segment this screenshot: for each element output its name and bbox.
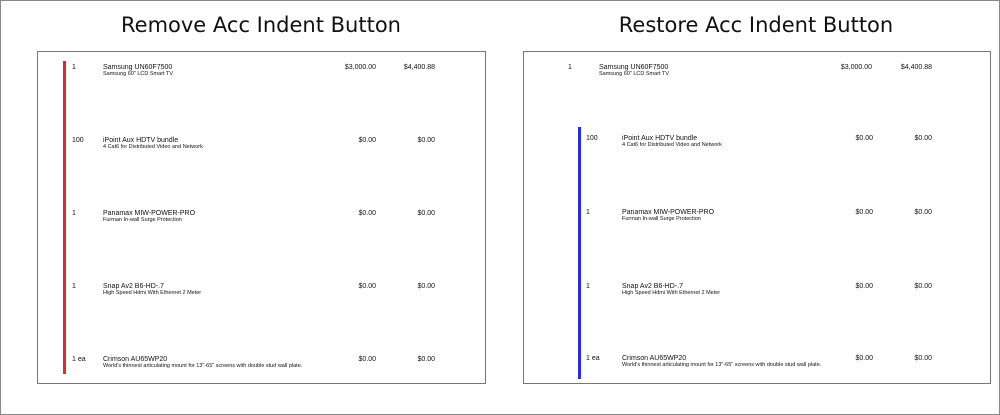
total-price: $0.00: [914, 135, 932, 142]
quantity: 1: [586, 283, 590, 290]
item-description: Furman In-wall Surge Protection: [103, 217, 182, 223]
item-description: Samsung 60" LCD Smart TV: [103, 71, 174, 77]
item-name: Crimson AU65WP20: [103, 356, 168, 363]
item-description: World's thinnest articulating mount for 13"-65" screens with double stud wall plate.: [103, 363, 303, 369]
item-name-block: [622, 135, 837, 149]
item-description: 4 Cat6 for Distributed Video and Network: [622, 142, 722, 148]
total-price: $4,400.88: [403, 64, 435, 71]
total-price: $0.00: [914, 209, 932, 216]
total-price: $0.00: [417, 283, 435, 290]
quantity: 1 ea: [586, 355, 600, 362]
left-document-panel: [37, 51, 486, 384]
item-description: Furman In-wall Surge Protection: [622, 216, 701, 222]
item-name: Samsung UN60F7500: [103, 64, 173, 71]
item-description: Samsung 60" LCD Smart TV: [599, 71, 670, 77]
unit-price: $3,000.00: [840, 64, 872, 71]
item-name-block: [103, 64, 318, 78]
item-name: Panamax MIW-POWER-PRO: [103, 210, 196, 217]
quantity: 1 ea: [72, 356, 86, 363]
left-title: Remove Acc Indent Button: [121, 13, 401, 37]
quantity: 1: [72, 64, 76, 71]
unit-price: $0.00: [855, 355, 873, 362]
quantity: 100: [586, 135, 598, 142]
unit-price: $0.00: [855, 283, 873, 290]
total-price: $0.00: [914, 283, 932, 290]
item-name: Crimson AU65WP20: [622, 355, 687, 362]
item-description: High Speed Hdmi With Ethernet 2 Meter: [103, 290, 202, 296]
item-name-block: [622, 355, 837, 369]
accessory-indent-bar: [63, 61, 66, 374]
quantity: 1: [586, 209, 590, 216]
item-description: World's thinnest articulating mount for 13"-65" screens with double stud wall plate.: [622, 362, 822, 368]
item-name-block: [622, 283, 837, 297]
unit-price: $0.00: [855, 209, 873, 216]
item-name: iPoint Aux HDTV bundle: [103, 137, 179, 144]
item-name-block: [103, 137, 318, 151]
unit-price: $0.00: [358, 210, 376, 217]
unit-price: $0.00: [358, 137, 376, 144]
quantity: 1: [568, 64, 572, 71]
total-price: $0.00: [417, 137, 435, 144]
item-description: High Speed Hdmi With Ethernet 2 Meter: [622, 290, 721, 296]
total-price: $0.00: [417, 210, 435, 217]
quantity: 100: [72, 137, 84, 144]
item-name-block: [599, 64, 814, 78]
quantity: 1: [72, 210, 76, 217]
unit-price: $0.00: [358, 356, 376, 363]
item-name: Panamax MIW-POWER-PRO: [622, 209, 715, 216]
item-name: Snap Av2 B6-HD-.7: [622, 283, 683, 290]
item-name: iPoint Aux HDTV bundle: [622, 135, 698, 142]
item-name-block: [103, 210, 318, 224]
item-name: Snap Av2 B6-HD-.7: [103, 283, 164, 290]
total-price: $0.00: [417, 356, 435, 363]
item-name-block: [103, 283, 318, 297]
item-description: 4 Cat6 for Distributed Video and Network: [103, 144, 203, 150]
total-price: $4,400.88: [900, 64, 932, 71]
right-document-panel: [523, 51, 991, 384]
quantity: 1: [72, 283, 76, 290]
accessory-indent-bar: [578, 127, 581, 379]
item-name: Samsung UN60F7500: [599, 64, 669, 71]
unit-price: $3,000.00: [344, 64, 376, 71]
right-title: Restore Acc Indent Button: [618, 13, 894, 37]
item-name-block: [103, 356, 318, 370]
total-price: $0.00: [914, 355, 932, 362]
unit-price: $0.00: [358, 283, 376, 290]
unit-price: $0.00: [855, 135, 873, 142]
item-name-block: [622, 209, 837, 223]
